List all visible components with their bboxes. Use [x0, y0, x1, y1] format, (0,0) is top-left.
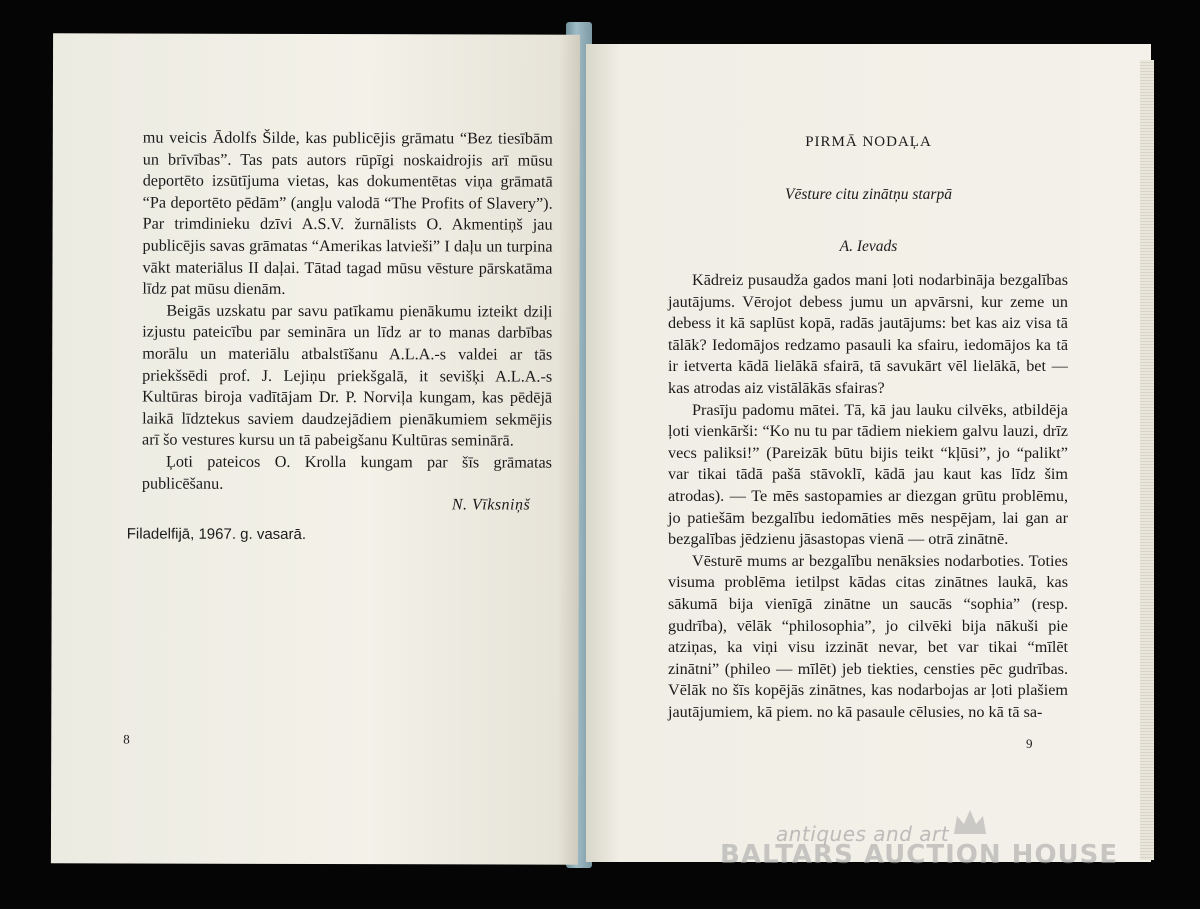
left-paragraph-3: Ļoti pateicos O. Krolla kungam par šīs grāmatas publicēšanu. — [141, 452, 552, 493]
right-page-body — [668, 270, 1068, 723]
watermark-tagline: antiques and art — [776, 822, 950, 846]
left-paragraph-1: mu veicis Ādolfs Šilde, kas publicējis grāmatu “Bez tiesībām un brīvības”. Tas pats autors rūpīgi noskaidrojis arī mūsu deportēto izsūtījuma vietas, kas dokumentētas viņa grāmatā “Pa deportēto pēdām” (angļu valodā “The Profits of Slavery”). Par trimdinieku dzīvi A.S.V. žurnālists O. Akmentiņš jau publicējis savas grāmatas “Amerikas latvieši” I daļu un turpina vākt materiālus II daļai. Tātad tagad mūsu vēsture pārskatāma līdz pat mūsu dienām. — [142, 128, 553, 299]
chapter-title: PIRMĀ NODAĻA — [805, 134, 932, 150]
page-edges — [1140, 60, 1154, 860]
page-number-right: 9 — [1026, 736, 1033, 751]
author-signature: N. Vīksniņš — [451, 496, 531, 514]
right-paragraph-3: Vēsturē mums ar bezgalību nenāksies nodarboties. Toties visuma problēma ietilpst kādas citas zinātnes laukā, kas sākumā bija vienīgā zinātne un saucās “sophia” (resp. gudrība), vēlāk “philosophia”, jo cilvēki bija nākuši pie atziņas, ka viņi visu izzināt nevar, bet var tikai “mīlēt zinātni” (phileo — mīlēt) jeb tiekties, censties pēc gudrības. Vēlāk no šīs kopējās zinātnes, kas nodarbojas ar ļoti plašiem jautājumiem, kā piem. no kā pasaule cēlusies, no kā tā sa- — [668, 551, 1068, 721]
right-paragraph-2: Prasīju padomu mātei. Tā, kā jau lauku cilvēks, atbildēja ļoti vienkārši: “Ko nu tu par tādiem niekiem galvu lauzi, drīz vecs paliksi!” (Pareizāk būtu bijis teikt “kļūsi”, jo “palikt” var tikai tādā pašā stāvoklī, kādā jau kaut kas līdz šim atrodas). — Te mēs sastopamies ar diezgan grūtu problēmu, jo patiešām bezgalību iedomāties mēs nespējam, lai gan ar bezgalības jēdzienu jāsastopas vienā — otrā zinātnē. — [668, 400, 1068, 549]
left-page-body — [142, 128, 553, 496]
left-paragraph-2: Beigās uzskatu par savu patīkamu pienākumu izteikt dziļi izjustu pateicību par semināra un līdz ar to manas darbības morālu un materiālu atbalstīšanu A.L.A.-s valdei ar tās priekšsēdi prof. J. Lejiņu priekšgalā, it sevišķi A.L.A.-s Kultūras biroja vadītājam Dr. P. Norviļa kungam, kas pēdējā laikā līdztekus saviem daudzejādiem pienākumiem sekmējis arī šo vestures kursu un tā pabeigšanu Kultūras seminārā. — [141, 301, 553, 450]
watermark-brand: BALTARS AUCTION HOUSE — [720, 840, 1119, 870]
right-page — [586, 44, 1151, 862]
chapter-subtitle: Vēsture citu zinātņu starpā — [785, 186, 952, 203]
section-heading: A. Ievads — [839, 238, 898, 255]
page-number-left: 8 — [123, 731, 130, 747]
left-page — [51, 33, 580, 864]
dateline: Filadelfijā, 1967. g. vasarā. — [126, 525, 307, 543]
right-paragraph-1: Kādreiz pusaudža gados mani ļoti nodarbināja bezgalības jautājums. Vērojot debess jumu un apvārsni, kur zeme un debess it kā saplūst kopā, radās jautājums: bet kas aiz visa tā tālāk? Iedomājos redzamo pasauli ka sfairu, iedomājos ka tā ir ietverta kādā lielākā sfairā, tā savukārt vēl lielākā, bet — kas atrodas aiz vistālākās sfairas? — [668, 271, 1068, 397]
